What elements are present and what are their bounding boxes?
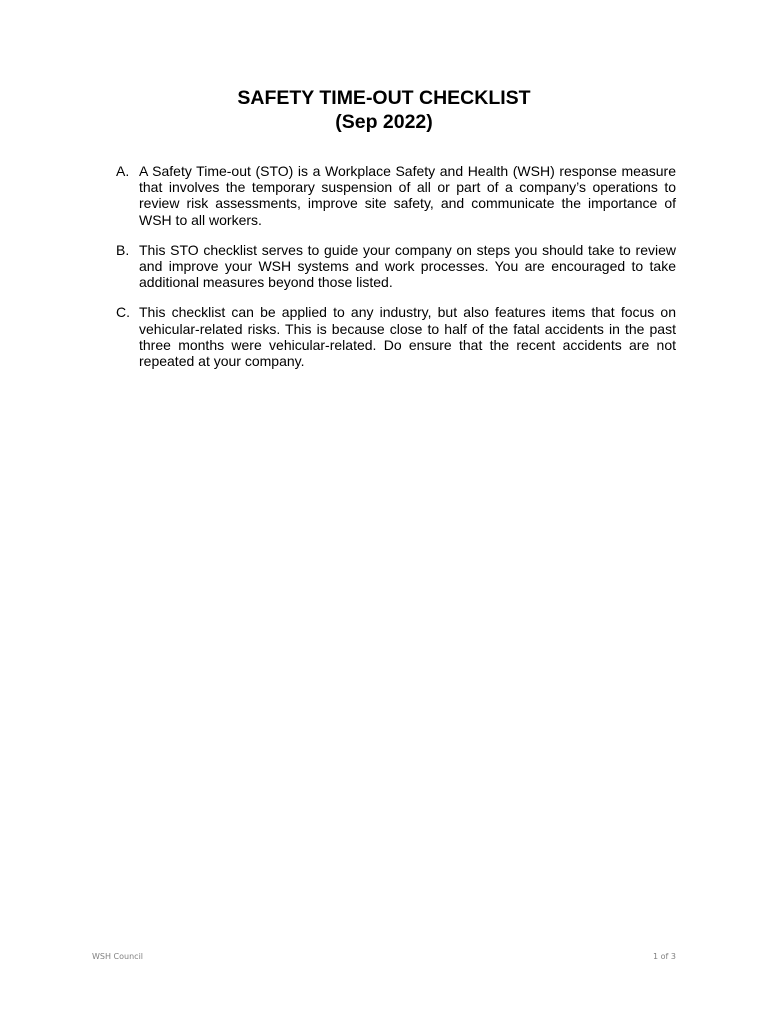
- page-footer: [92, 952, 676, 961]
- list-item-text: A Safety Time-out (STO) is a Workplace Safety and Health (WSH) response measure that involves the temporary suspension of all or part of a company’s operations to review risk assessments, improve site safety, and communicate the importance of WSH to all workers.: [139, 163, 676, 228]
- list-item-a: [116, 163, 676, 228]
- footer-organization: WSH Council: [92, 952, 144, 961]
- footer-page-number: 1 of 3: [653, 952, 676, 961]
- list-item-letter: B.: [116, 241, 130, 258]
- list-item-text: This STO checklist serves to guide your company on steps you should take to review and improve your WSH systems and work processes. You are encouraged to take additional measures beyond those listed.: [139, 241, 676, 291]
- list-item-letter: C.: [116, 304, 130, 321]
- title-main: SAFETY TIME-OUT CHECKLIST: [237, 87, 531, 109]
- list-item-text: This checklist can be applied to any industry, but also features items that focus on vehicular-related risks. This is because close to half of the fatal accidents in the past three months were vehicular-related. Do ensure that the recent accidents are not repeated at your company.: [139, 304, 676, 370]
- list-item-b: [116, 242, 676, 291]
- list-item-c: [116, 304, 676, 369]
- document-title: [0, 86, 768, 134]
- title-date: (Sep 2022): [335, 111, 433, 133]
- intro-list: [116, 163, 676, 383]
- list-item-letter: A.: [116, 163, 130, 179]
